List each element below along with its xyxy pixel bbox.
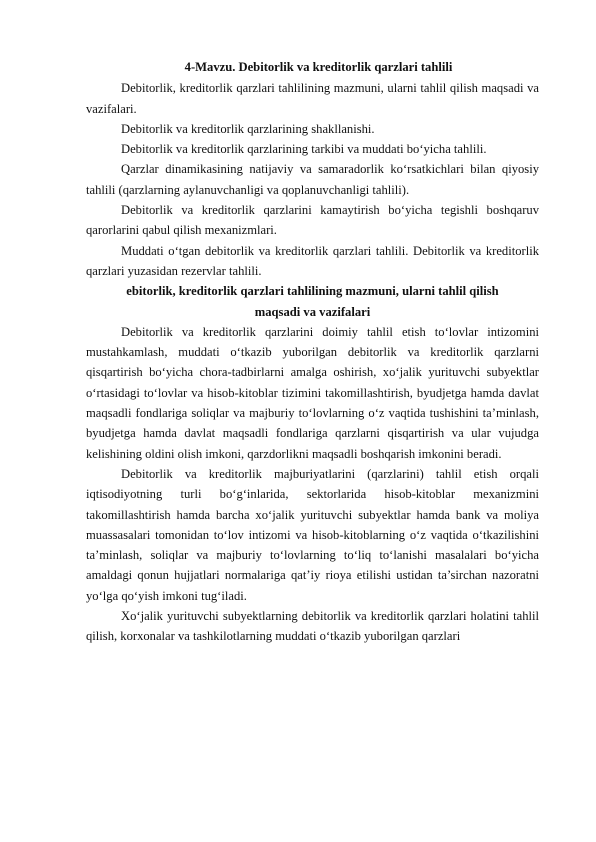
outline-item-5: Debitorlik va kreditorlik qarzlarini kamaytirish bo‘yicha tegishli boshqaruv qarorlarini qabul qilish mexanizmlari. (86, 203, 539, 238)
outline-item-6: Muddati o‘tgan debitorlik va kreditorlik qarzlari tahlili. Debitorlik va kreditorlik qarzlari yuzasidan rezervlar tahlili. (86, 243, 539, 278)
body-paragraph-1: Debitorlik va kreditorlik qarzlarini doimiy tahlil etish to‘lovlar intizomini mustahkamlash, muddati o‘tkazib yuborilgan debitorlik va kreditorlik qarzlarni qisqartirish bo‘yicha chora-tadbirlarni amalga oshirish, xo‘jalik yurituvchi subyektlar o‘rtasidagi to‘lovlar va hisob-kitoblar tizimini takomillashtirish, byudjetga hamda davlat maqsadli fondlariga soliqlar va majburiy to‘lovlarning o‘z vaqtida tushishini ta’minlash, byudjetga hamda davlat maqsadli fondlariga qarzlarni qisqartirish va ular vujudga kelishining oldini olish imkoni, qarzdorlikni maqsadli boshqarish imkonini beradi. (86, 324, 539, 461)
outline-item-3: Debitorlik va kreditorlik qarzlarining tarkibi va muddati bo‘yicha tahlili. (121, 142, 487, 157)
outline-item-2: Debitorlik va kreditorlik qarzlarining shakllanishi. (121, 121, 375, 136)
document-page (86, 57, 539, 647)
outline-item-4: Qarzlar dinamikasining natijaviy va samaradorlik ko‘rsatkichlari bilan qiyosiy tahlili (qarzlarning aylanuvchanligi va qoplanuvchanligi tahlili). (86, 162, 539, 197)
outline-item-1: Debitorlik, kreditorlik qarzlari tahlilining mazmuni, ularni tahlil qilish maqsadi va vazifalari. (86, 81, 539, 116)
body-paragraph-3: Xo‘jalik yurituvchi subyektlarning debitorlik va kreditorlik qarzlari holatini tahlil qilish, korxonalar va tashkilotlarning muddati o‘tkazib yuborilgan qarzlari (86, 609, 539, 644)
document-title: 4-Mavzu. Debitorlik va kreditorlik qarzlari tahlili (184, 60, 453, 74)
section-heading: ebitorlik, kreditorlik qarzlari tahlilining mazmuni, ularni tahlil qilish maqsadi va vazifalari (126, 284, 499, 319)
body-paragraph-2: Debitorlik va kreditorlik majburiyatlarini (qarzlarini) tahlil etish orqali iqtisodiyotning turli bo‘g‘inlarida, sektorlarida hisob-kitoblar mexanizmini takomillashtirish hamda barcha xo‘jalik yurituvchi subyektlar hamda bank va moliya muassasalari tomonidan to‘lov intizomi va hisob-kitoblarning o‘z vaqtida o‘tkazilishini ta’minlash, soliqlar va majburiy to‘lovlarning to‘liq to‘lanishi masalalari bo‘yicha amaldagi qonun hujjatlari normalariga qat’iy rioya etilishi ustidan ta’sirchan nazoratni yo‘lga qo‘yish imkoni tug‘iladi. (86, 466, 539, 603)
